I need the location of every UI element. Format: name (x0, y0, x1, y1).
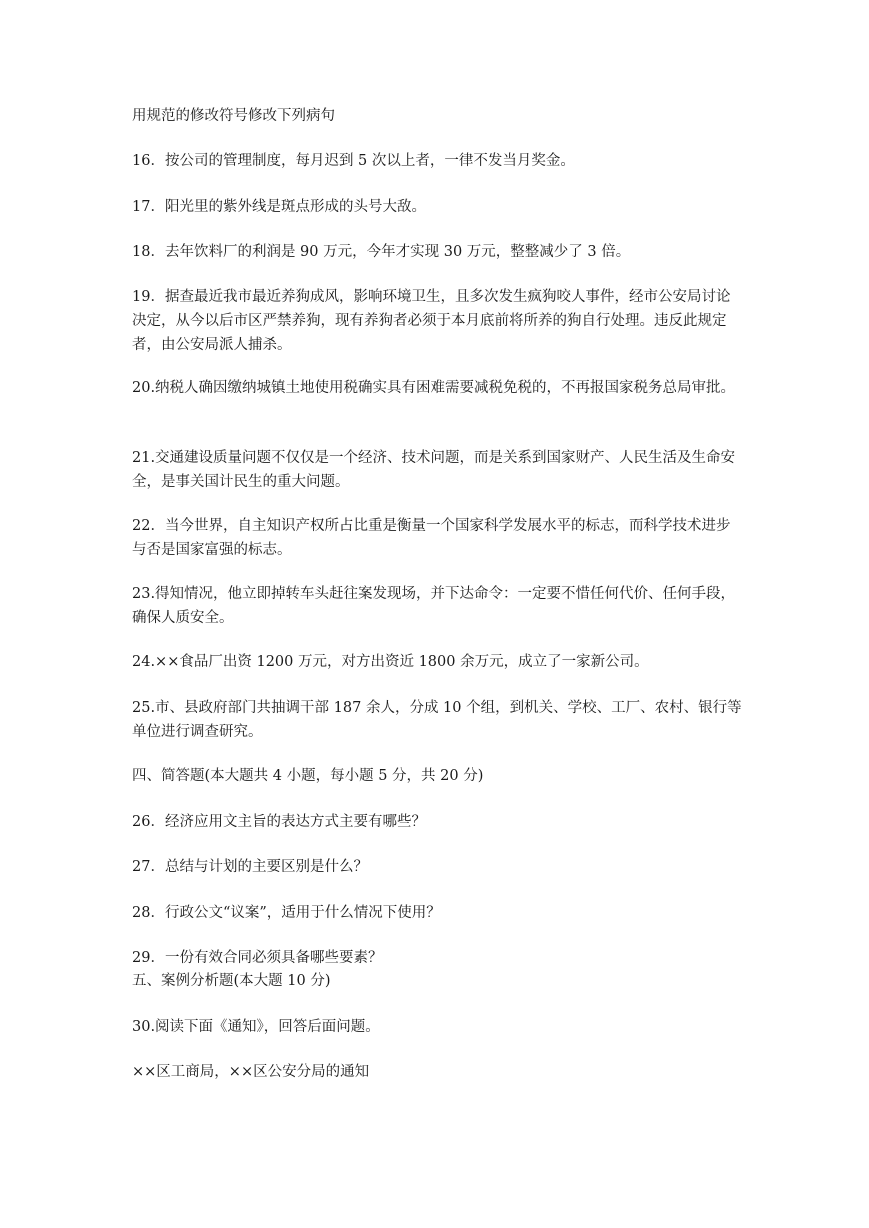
question-19: 19．据查最近我市最近养狗成风，影响环境卫生，且多次发生疯狗咬人事件，经市公安局讨论决定，从今以后市区严禁养狗，现有养狗者必须于本月底前将所养的狗自行处理。违反此规定者，由公安局派人捕杀。 (132, 289, 731, 353)
question-28: 28．行政公文“议案”，适用于什么情况下使用？ (132, 905, 441, 921)
question-20: 20.纳税人确因缴纳城镇土地使用税确实具有困难需要减税免税的，不再报国家税务总局审批。 (132, 380, 736, 396)
instruction-heading: 用规范的修改符号修改下列病句 (132, 108, 335, 124)
question-21: 21.交通建设质量问题不仅仅是一个经济、技术问题，而是关系到国家财产、人民生活及生命安全，是事关国计民生的重大问题。 (132, 450, 736, 490)
question-16: 16．按公司的管理制度，每月迟到 5 次以上者，一律不发当月奖金。 (132, 153, 575, 169)
question-25: 25.市、县政府部门共抽调干部 187 余人，分成 10 个组，到机关、学校、工厂、农村、银行等单位进行调查研究。 (132, 700, 742, 740)
question-26: 26．经济应用文主旨的表达方式主要有哪些？ (132, 814, 426, 830)
question-23: 23.得知情况，他立即掉转车头赶往案发现场，并下达命令：一定要不惜任何代价、任何手段，确保人质安全。 (132, 586, 736, 626)
question-17: 17．阳光里的紫外线是斑点形成的头号大敌。 (132, 199, 426, 215)
notice-title: ××区工商局，××区公安分局的通知 (132, 1064, 370, 1080)
question-24: 24.××食品厂出资 1200 万元，对方出资近 1800 余万元，成立了一家新公司。 (132, 654, 649, 670)
section-4-heading: 四、简答题(本大题共 4 小题，每小题 5 分，共 20 分) (132, 768, 484, 784)
section-5-heading: 五、案例分析题(本大题 10 分) (132, 973, 331, 989)
question-29: 29．一份有效合同必须具备哪些要素？ (132, 950, 383, 966)
question-22: 22．当今世界，自主知识产权所占比重是衡量一个国家科学发展水平的标志，而科学技术进步与否是国家富强的标志。 (132, 518, 731, 558)
question-18: 18．去年饮料厂的利润是 90 万元，今年才实现 30 万元，整整减少了 3 倍。 (132, 244, 631, 260)
question-30: 30.阅读下面《通知》，回答后面问题。 (132, 1019, 380, 1035)
question-27: 27．总结与计划的主要区别是什么？ (132, 859, 368, 875)
